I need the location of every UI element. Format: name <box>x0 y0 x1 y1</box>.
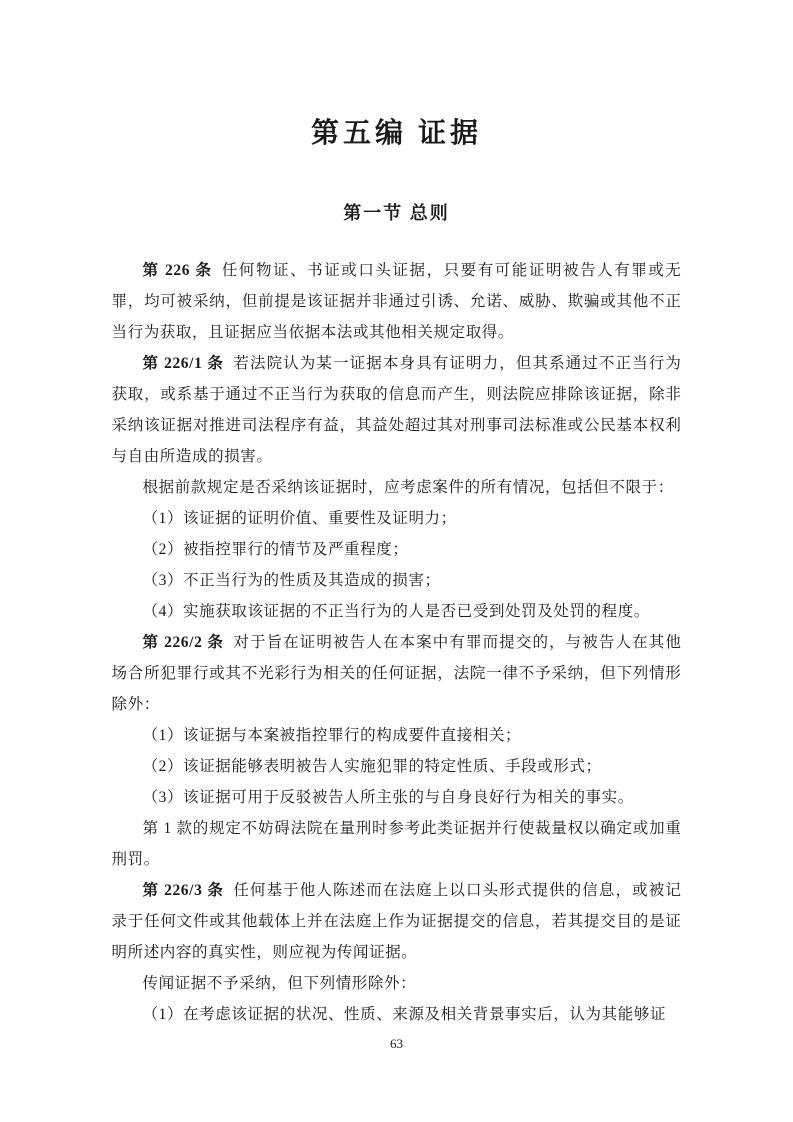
article-paragraph <box>112 348 682 472</box>
article-text: （3）不正当行为的性质及其造成的损害； <box>142 572 441 589</box>
page-number: 63 <box>390 1036 403 1051</box>
part-title: 第五编 证据 <box>310 118 482 149</box>
article-text: 任何物证、书证或口头证据，只要有可能证明被告人有罪或无罪，均可被采纳，但前提是该证据并非通过引诱、允诺、威胁、欺骗或其他不正当行为获取，且证据应当依据本法或其他相关规定取得。 <box>111 262 682 341</box>
article-text: 根据前款规定是否采纳该证据时，应考虑案件的所有情况，包括但不限于： <box>142 479 674 496</box>
article-text: （3）该证据可用于反驳被告人所主张的与自身良好行为相关的事实。 <box>142 789 634 806</box>
article-paragraph <box>112 875 682 968</box>
list-item-paragraph <box>112 596 682 627</box>
list-item-paragraph <box>112 782 682 813</box>
article-number: 第 226/2 条 <box>142 634 225 651</box>
article-number: 第 226 条 <box>142 262 213 279</box>
article-text: （1）该证据与本案被指控罪行的构成要件直接相关； <box>142 727 522 744</box>
list-item-paragraph <box>112 751 682 782</box>
article-number: 第 226/1 条 <box>142 355 225 372</box>
list-item-paragraph <box>112 503 682 534</box>
list-item-paragraph <box>112 565 682 596</box>
list-item-paragraph <box>112 999 682 1030</box>
article-text: 传闻证据不予采纳，但下列情形除外： <box>142 975 417 992</box>
list-item-paragraph <box>112 534 682 565</box>
article-text: 第 1 款的规定不妨碍法院在量刑时参考此类证据并行使裁量权以确定或加重刑罚。 <box>111 820 682 868</box>
article-text: （1）该证据的证明价值、重要性及证明力； <box>142 510 457 527</box>
article-text: （2）该证据能够表明被告人实施犯罪的特定性质、手段或形式； <box>142 758 602 775</box>
article-number: 第 226/3 条 <box>142 882 225 899</box>
article-paragraph <box>112 968 682 999</box>
section-title: 第一节 总则 <box>343 203 450 223</box>
article-text: 若法院认为某一证据本身具有证明力，但其系通过不正当行为获取，或系基于通过不正当行为获取的信息而产生，则法院应排除该证据，除非采纳该证据对推进司法程序有益，其益处超过其对刑事司法标准或公民基本权利与自由所造成的损害。 <box>111 355 682 465</box>
article-paragraph <box>112 472 682 503</box>
article-text: 对于旨在证明被告人在本案中有罪而提交的，与被告人在其他场合所犯罪行或其不光彩行为相关的任何证据，法院一律不予采纳，但下列情形除外： <box>111 634 682 713</box>
article-paragraph <box>112 255 682 348</box>
article-paragraph <box>112 813 682 875</box>
article-body <box>112 255 682 1030</box>
article-text: （4）实施获取该证据的不正当行为的人是否已受到处罚及处罚的程度。 <box>142 603 650 620</box>
article-text: （2）被指控罪行的情节及严重程度； <box>142 541 409 558</box>
list-item-paragraph <box>112 720 682 751</box>
article-text: 任何基于他人陈述而在法庭上以口头形式提供的信息，或被记录于任何文件或其他载体上并在法庭上作为证据提交的信息，若其提交目的是证明所述内容的真实性，则应视为传闻证据。 <box>111 882 682 961</box>
article-text: （1）在考虑该证据的状况、性质、来源及相关背景事实后，认为其能够证 <box>142 1006 667 1023</box>
article-paragraph <box>112 627 682 720</box>
